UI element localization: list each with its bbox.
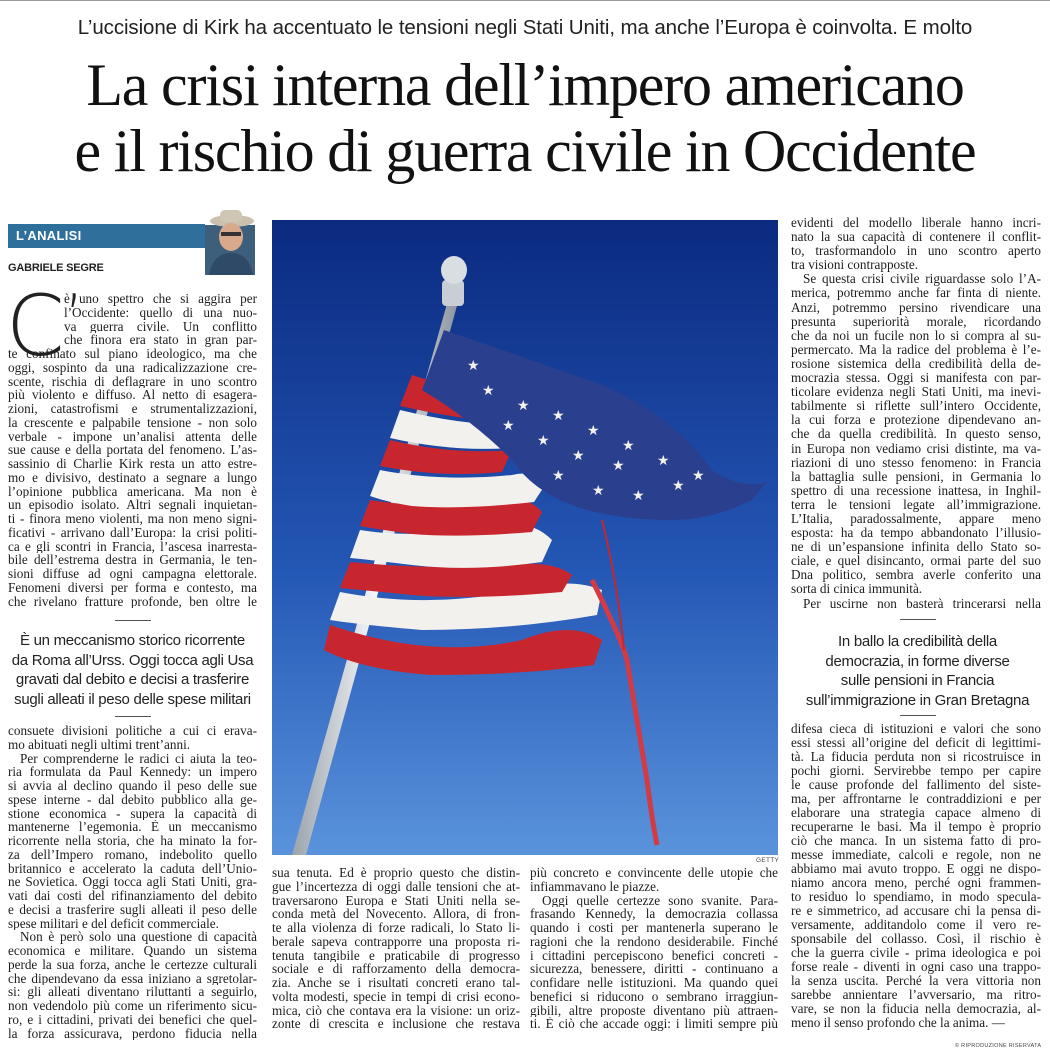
svg-text:★: ★ xyxy=(537,433,550,449)
text-line: to, trasformandolo in uno scontro aperto xyxy=(791,244,1041,259)
text-line: berale sapeva contrapporre una proposta ri- xyxy=(272,934,520,949)
text-line: ria formulata da Paul Kennedy: un impero xyxy=(8,765,257,779)
text-line: verbale - impone un’analisi attenta delle xyxy=(8,429,257,444)
section-label: L’ANALISI xyxy=(16,228,82,243)
text-line: stione economica - supera la capacità di xyxy=(8,806,257,821)
text-line: bile dell’estrema destra in Germania, le ten- xyxy=(8,553,257,567)
text-line: ne di un’espansione infinita dello Stato so- xyxy=(791,540,1041,555)
article-column-1-top xyxy=(8,292,257,608)
text-line: più violento e diffuso. Al netto di esagera- xyxy=(8,388,257,402)
text-line: i cittadini percepiscono benefici concreti - xyxy=(530,948,778,963)
text-line: meno il senso profondo che la anima. — xyxy=(791,1016,1005,1030)
text-line: la forza assicurava, perdono fiducia nella xyxy=(8,1026,257,1041)
text-line: messe immediate, calcoli e regole, non ne xyxy=(791,848,1041,862)
pullquote-line: da Roma all’Urss. Oggi tocca agli Usa xyxy=(11,651,254,669)
text-line: volta modesti, specie in tempi di crisi econo- xyxy=(272,989,520,1004)
text-line: oggi, sospinto da una radicalizzazione cre- xyxy=(8,360,257,375)
text-line: infiammavano le piazze. xyxy=(530,879,660,894)
pullquote-line: democrazia, in forme diverse xyxy=(825,652,1010,670)
text-line: un episodio isolato. Altri segnali inquietan- xyxy=(8,498,257,512)
paragraph xyxy=(791,597,1041,611)
svg-text:★: ★ xyxy=(657,453,670,469)
text-line: l’Occidente: quello di una nuo- xyxy=(64,305,257,320)
article-photo-tattered-us-flag xyxy=(272,220,778,855)
text-line: ciò che manca. In un sistema fatto di pro- xyxy=(791,834,1041,848)
text-line: to residuo lo spendiamo, in modo specula- xyxy=(791,890,1041,904)
text-line: tà. La fiducia perduta non si ricostruisce in xyxy=(791,750,1041,764)
text-line: consuete divisioni politiche a cui ci erava- xyxy=(8,724,257,738)
text-line: in Europa non vediamo crisi distinte, ma va- xyxy=(791,441,1041,456)
drop-cap-apostrophe: ’ xyxy=(64,282,84,352)
text-line: ti. È ciò che accade oggi: i limiti sempre più xyxy=(530,1017,778,1031)
paragraph xyxy=(530,894,778,1032)
text-line: conda metà del Novecento. Allora, di fron- xyxy=(272,907,520,921)
paragraph xyxy=(272,866,520,1031)
text-line: L’Italia, paradossalmente, appare meno xyxy=(791,511,1041,526)
paragraph xyxy=(8,930,257,1040)
top-rule xyxy=(0,0,1050,1)
text-line: che finora era stato in gran par- xyxy=(64,333,257,347)
text-line: ro, e i cittadini, privati dei benefici che quel- xyxy=(8,1012,257,1027)
text-line: pochi giorni. Servirebbe tempo per capire xyxy=(791,764,1041,778)
text-line: Non è però solo una questione di capacità xyxy=(20,930,257,944)
text-line: ca e gli scontri in Francia, l’ascesa inarresta- xyxy=(8,539,257,554)
text-line: presunta superiorità morale, ricordando xyxy=(791,314,1041,329)
text-line: ne Sovietica. Oggi tocca agli Stati Uniti, gra- xyxy=(8,875,257,889)
paragraph xyxy=(791,722,1041,1030)
text-line: ricorrente nella storia, che ha minato la for- xyxy=(8,834,257,848)
svg-text:★: ★ xyxy=(482,383,495,399)
text-line: Dna politico, sembra averle conferito una xyxy=(791,568,1041,583)
pullquote-rule xyxy=(900,619,936,620)
svg-text:★: ★ xyxy=(587,423,600,439)
drop-cap-letter: C xyxy=(6,277,65,375)
svg-text:★: ★ xyxy=(467,358,480,374)
svg-text:★: ★ xyxy=(572,448,585,464)
text-line: ragioni che la rendono desiderabile. Finché xyxy=(530,934,778,949)
text-line: zioni, catastrofismi e strumentalizzazioni, xyxy=(8,402,257,416)
text-line: scente, rischia di deflagrare in uno scontro xyxy=(8,374,257,389)
article-column-2 xyxy=(272,866,520,1031)
text-line: zia. Anche se i risultati concreti erano tal- xyxy=(272,976,520,990)
text-line: esposta: ha da tempo abbandonato l’illusio- xyxy=(791,526,1041,541)
text-line: te alla violenza di forze radicali, lo Stato li- xyxy=(272,921,520,935)
text-line: mocrazia stessa. Oggi si manifesta con par- xyxy=(791,371,1041,386)
text-line: ti - finora meno violenti, ma non meno signi- xyxy=(8,512,257,526)
text-line: spese interne - dal debito pubblico alla ge- xyxy=(8,792,257,807)
text-line: versamente, additandolo come il vero re- xyxy=(791,918,1041,932)
text-line: che la guerra civile - prima ideologica e poi xyxy=(791,946,1041,960)
text-line: economica e militare. Quando un sistema xyxy=(8,944,257,958)
text-line: si avvia al declino quando il peso delle sue xyxy=(8,779,257,793)
text-line: za dell’Impero romano, indebolito quello xyxy=(8,847,257,862)
paragraph xyxy=(8,724,257,752)
text-line: ma, per affrontarne le contraddizioni e per xyxy=(791,792,1041,806)
paragraph xyxy=(791,216,1041,272)
pullquote-line: sugli alleati il peso delle spese militari xyxy=(14,690,251,708)
text-line: e decisi a trasferire sugli alleati il peso delle xyxy=(8,902,257,917)
text-line: traversarono Europa e Stati Uniti nella se- xyxy=(272,893,520,908)
svg-text:★: ★ xyxy=(502,418,515,434)
text-line: le cause profonde del fallimento del siste- xyxy=(791,778,1041,792)
text-line: gibili, altre proposte diventano più attraen- xyxy=(530,1003,778,1018)
text-line: Anzi, potremmo persino rivendicare una xyxy=(791,300,1041,315)
text-line: la senza uscita. Perché la vera vittoria non xyxy=(791,974,1041,988)
text-line: sarebbe annientare l’avversario, ma ritro- xyxy=(791,988,1041,1002)
text-line: evidenti del modello liberale hanno incri- xyxy=(791,216,1041,230)
text-line: mo e divisivo, destinato a segnare a lungo xyxy=(8,470,257,485)
text-line: Per comprenderne le radici ci aiuta la teo- xyxy=(20,751,257,766)
svg-text:★: ★ xyxy=(612,458,625,474)
paragraph xyxy=(8,292,257,608)
svg-text:★: ★ xyxy=(552,408,565,424)
headline-line: La crisi interna dell’impero americano xyxy=(86,52,964,118)
text-line: vare, se non la fiducia nella democrazia, al- xyxy=(791,1002,1041,1016)
text-line: sponsabile del collasso. Così, il rischio è xyxy=(791,932,1041,946)
text-line: spettro di una recessione inattesa, in Inghil- xyxy=(791,483,1041,498)
article-column-3 xyxy=(530,866,778,1031)
text-line: mo abituati negli ultimi trent’anni. xyxy=(8,737,191,752)
svg-text:★: ★ xyxy=(692,468,705,484)
author-photo xyxy=(205,207,255,275)
pullquote-line: sull’immigrazione in Gran Bretagna xyxy=(805,691,1030,709)
text-line: Oggi quelle certezze sono svanite. Para- xyxy=(542,893,778,908)
svg-text:★: ★ xyxy=(622,438,635,454)
text-line: permercato. Ma la radice del problema è l’e- xyxy=(791,342,1041,357)
text-line: tra visioni contrapposte. xyxy=(791,258,919,273)
text-line: sioni diffuse ad ogni campagna elettorale. xyxy=(8,567,257,581)
text-line: merica, potremmo anche far finta di niente. xyxy=(791,286,1041,301)
text-line: non vedendolo più come un riferimento sicu- xyxy=(8,999,257,1013)
text-line: sociale e di rafforzamento della democra- xyxy=(272,962,520,976)
pullquote-line: sulle pensioni in Francia xyxy=(840,672,995,689)
text-line: gue l’incertezza di oggi dalle tensioni che at- xyxy=(272,879,520,894)
copyright-notice: © RIPRODUZIONE RISERVATA xyxy=(955,1043,1042,1049)
text-line: rosione sistemica della credibilità della de- xyxy=(791,356,1041,371)
text-line: riazioni di uno stesso fenomeno: in Francia xyxy=(791,455,1041,470)
text-line: tabilmente si riflette sull’intero Occidente, xyxy=(791,399,1041,414)
pullquote-rule xyxy=(115,716,151,717)
svg-text:★: ★ xyxy=(632,488,645,504)
text-line: forse reale - diventi in ogni caso una trappo- xyxy=(791,960,1041,974)
paragraph xyxy=(530,866,778,894)
text-line: ticolare evidenza negli Stati Uniti, ma inevi- xyxy=(791,385,1041,400)
article-column-1-bottom xyxy=(8,724,257,1040)
text-line: Fenomeni diversi per forma e contesto, ma xyxy=(8,580,257,595)
text-line: re e simmetrico, ad accusare chi la pensa di- xyxy=(791,904,1041,918)
text-line: sorta di cinica immunità. xyxy=(791,582,923,597)
text-line: te confinato sul piano ideologico, ma che xyxy=(8,347,257,361)
headline xyxy=(0,52,1050,184)
text-line: sicurezza, benessere, diritti - continuano a xyxy=(530,962,778,976)
text-line: tenuta tangibile e praticabile di progresso xyxy=(272,948,520,963)
pullquote-line: È un meccanismo storico ricorrente xyxy=(20,632,245,649)
text-line: l’opinione pubblica americana. Ma non è xyxy=(8,484,257,499)
article-column-4-bottom xyxy=(791,722,1041,1030)
article-column-4-top xyxy=(791,216,1041,611)
pullquote-line: In ballo la credibilità della xyxy=(838,633,997,650)
text-line: recuperarne le basi. Ma il tempo è proprio xyxy=(791,820,1041,834)
text-line: essi stessi all’origine del deficit di legittimi- xyxy=(791,736,1041,750)
text-line: frasando Kennedy, la democrazia collassa xyxy=(530,907,778,921)
author-name: GABRIELE SEGRE xyxy=(8,262,104,274)
text-line: elaborare una strategia capace almeno di xyxy=(791,806,1041,820)
svg-text:★: ★ xyxy=(592,483,605,499)
text-line: sue cause e della portata del fenomeno. L’as- xyxy=(8,443,257,457)
text-line: sua tenuta. Ed è proprio questo che distin- xyxy=(272,866,520,880)
photo-credit: GETTY xyxy=(756,857,780,864)
headline-line: e il rischio di guerra civile in Occidente xyxy=(74,118,976,184)
text-line: confidare nelle istituzioni. Ma quando quei xyxy=(530,976,778,990)
svg-text:★: ★ xyxy=(552,468,565,484)
text-line: nato la sua capacità di contenere il conflit- xyxy=(791,230,1041,245)
text-line: la battaglia sulle pensioni, in Germania lo xyxy=(791,469,1041,484)
svg-text:★: ★ xyxy=(517,398,530,414)
text-line: perde la sua forza, anche le certezze culturali xyxy=(8,957,257,972)
svg-text:★: ★ xyxy=(672,478,685,494)
pullquote-left xyxy=(0,631,265,709)
text-line: si: gli alleati diventano riluttanti a seguirlo, xyxy=(8,985,257,999)
text-line: Se questa crisi civile riguardasse solo l’A- xyxy=(803,272,1041,287)
text-line: la cui forza e protezione dipendevano an- xyxy=(791,413,1041,428)
text-line: terra le tensioni legate all’immigrazione. xyxy=(791,497,1041,512)
text-line: più concreto e convincente delle utopie che xyxy=(530,866,778,880)
text-line: mica, ciò che contava era la visione: un oriz- xyxy=(272,1003,520,1018)
text-line: è uno spettro che si aggira per xyxy=(64,292,257,306)
text-line: britannico e accelerato la caduta dell’Unio- xyxy=(8,861,257,876)
text-line: che dipendevano da essa iniziano a sgretolar- xyxy=(8,971,257,986)
text-line: che da noi un fucile non lo si compra al su- xyxy=(791,328,1041,343)
text-line: zonte di crescita e inclusione che restava xyxy=(272,1017,520,1031)
pullquote-rule xyxy=(900,715,936,716)
text-line: niamo ancora meno, perché ogni frammen- xyxy=(791,876,1041,890)
text-line: abbiamo mai avuto troppo. E oggi ne dispo- xyxy=(791,862,1041,876)
paragraph xyxy=(791,272,1041,596)
text-line: che da quella credibilità. In questo senso, xyxy=(791,427,1041,442)
text-line: sassinio di Charlie Kirk resta un atto estre- xyxy=(8,457,257,471)
text-line: che rivelano fratture profonde, ben oltre le xyxy=(8,594,257,609)
text-line: difesa cieca di istituzioni e valori che sono xyxy=(791,722,1041,736)
text-line: ciale, e quel disincanto, ormai parte del suo xyxy=(791,554,1041,569)
text-line: Per uscirne non basterà trincerarsi nella xyxy=(803,596,1041,611)
pullquote-right xyxy=(785,632,1050,710)
pullquote-rule xyxy=(115,620,151,621)
text-line: spese militari e del deficit commerciale. xyxy=(8,916,219,931)
text-line: benefici si riducono o sembrano irraggiun- xyxy=(530,989,778,1004)
text-line: va guerra civile. Un conflitto xyxy=(64,319,257,334)
text-line: ficativi - arrivano dall’Europa: la crisi politi- xyxy=(8,525,257,540)
pullquote-line: gravati dal debito e decisi a trasferire xyxy=(15,671,250,688)
text-line: la crescente e palpabile tensione - non solo xyxy=(8,415,257,430)
text-line: vati dai costi del rifinanziamento del debito xyxy=(8,889,257,903)
text-line: quando i costi per mantenerla superano le xyxy=(530,921,778,935)
text-line: mantenerne l’egemonia. È un meccanismo xyxy=(8,820,257,834)
kicker: L’uccisione di Kirk ha accentuato le tensioni negli Stati Uniti, ma anche l’Europa è coinvolta. E molto xyxy=(77,16,973,39)
paragraph xyxy=(8,752,257,931)
